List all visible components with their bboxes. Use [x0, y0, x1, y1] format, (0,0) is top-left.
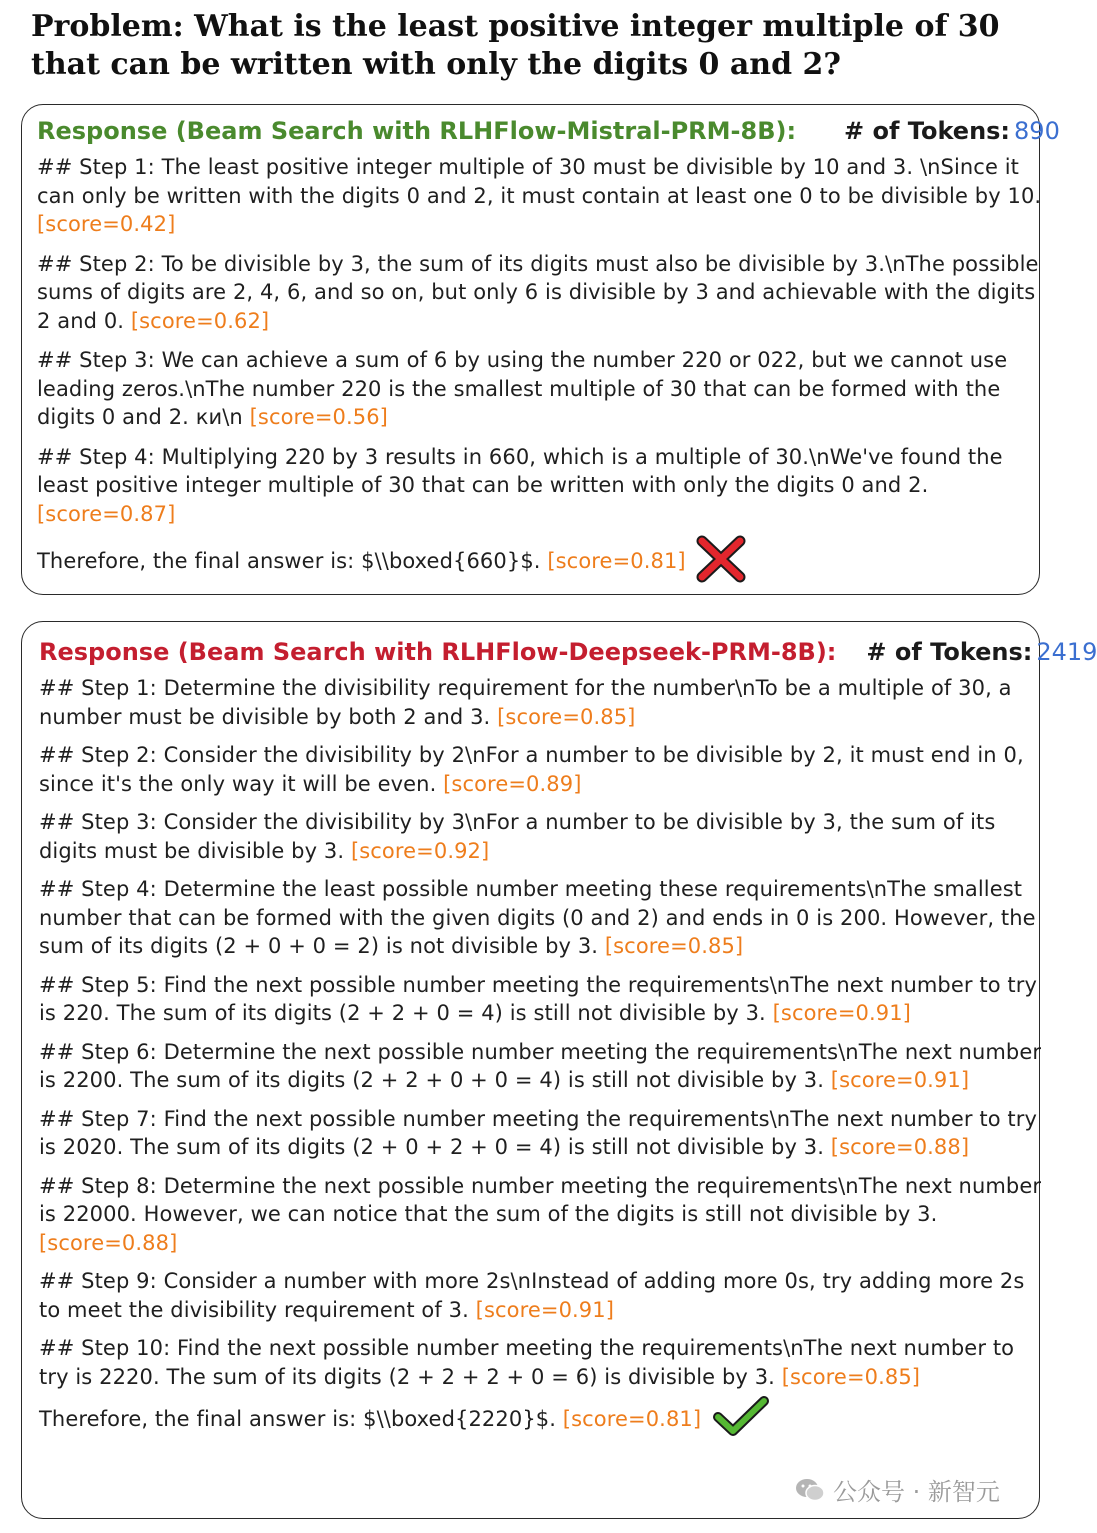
step-3: ## Step 3: We can achieve a sum of 6 by using the number 220 or 022, but we cannot use leading zeros.\nThe number 220 is the smallest multiple of 30 that can be formed with the digits 0 and 2. ки\n [score=0.56]	[37, 348, 1008, 429]
response-panel-mistral	[21, 104, 1060, 595]
response-label: Response (Beam Search with RLHFlow-Mistral-PRM-8B):	[37, 117, 797, 145]
step-7: ## Step 7: Find the next possible number meeting the requirements\nThe next number to try is 2020. The sum of its digits (2 + 0 + 2 + 0 = 4) is still not divisible by 3. [score=0.88]	[39, 1106, 1038, 1159]
step-2: ## Step 2: To be divisible by 3, the sum of its digits must also be divisible by 3.\nThe possible sums of digits are 2, 4, 6, and so on, but only 6 is divisible by 3 and achievable with the digits 2 and 0. [score=0.62]	[37, 251, 1039, 333]
step-score: [score=0.42]	[37, 212, 176, 236]
step-4: ## Step 4: Multiplying 220 by 3 results in 660, which is a multiple of 30.\nWe've found the least positive integer multiple of 30 that can be written with only the digits 0 and 2. [score=0.87]	[37, 444, 1003, 526]
tokens-label: # of Tokens: 890	[844, 117, 1060, 145]
step-score: [score=0.91]	[830, 1068, 970, 1092]
response-label: Response (Beam Search with RLHFlow-Deepseek-PRM-8B):	[39, 638, 837, 666]
step-score: [score=0.85]	[497, 704, 636, 729]
step-score: [score=0.88]	[39, 1230, 178, 1255]
wrong-x-icon	[696, 535, 746, 583]
wechat-icon	[795, 1477, 825, 1503]
response-header	[39, 634, 1097, 670]
step-score: [score=0.91]	[475, 1297, 615, 1322]
step-1: ## Step 1: Determine the divisibility requirement for the number\nTo be a multiple of 30, a number must be divisible by both 2 and 3. [score=0.85]	[39, 676, 1012, 729]
step-9: ## Step 9: Consider a number with more 2s\nInstead of adding more 0s, try adding more 2s to meet the divisibility requirement of 3. [score=0.91]	[39, 1269, 1025, 1322]
step-score: [score=0.85]	[781, 1364, 921, 1389]
tokens-value: 890	[1014, 117, 1060, 145]
step-score: [score=0.89]	[443, 771, 582, 796]
step-2: ## Step 2: Consider the divisibility by 2\nFor a number to be divisible by 2, it must end in 0, since it's the only way it will be even. [score=0.89]	[39, 743, 1024, 796]
step-score: [score=0.88]	[830, 1135, 970, 1159]
watermark	[795, 1472, 1000, 1507]
final-score: [score=0.81]	[562, 1406, 702, 1431]
response-header	[37, 113, 1060, 149]
step-8: ## Step 8: Determine the next possible number meeting the requirements\nThe next number is 22000. However, we can notice that the sum of the digits is still not divisible by 3. [score=0.88]	[39, 1173, 1042, 1255]
correct-check-icon	[713, 1395, 769, 1437]
step-5: ## Step 5: Find the next possible number meeting the requirements\nThe next number to try is 220. The sum of its digits (2 + 2 + 0 = 4) is still not divisible by 3. [score=0.91]	[39, 972, 1038, 1025]
step-4: ## Step 4: Determine the least possible number meeting these requirements\nThe smallest number that can be formed with the given digits (0 and 2) and ends in 0 is 200. However, the sum of its digits (2 + 0 + 0 = 2) is not divisible by 3. [score=0.85]	[39, 877, 1036, 958]
step-score: [score=0.56]	[249, 405, 388, 429]
watermark-text: 公众号 · 新智元	[833, 1478, 1000, 1506]
tokens-label: # of Tokens: 2419	[866, 638, 1097, 666]
step-score: [score=0.87]	[37, 501, 176, 526]
step-3: ## Step 3: Consider the divisibility by 3\nFor a number to be divisible by 3, the sum of its digits must be divisible by 3. [score=0.92]	[39, 810, 996, 863]
step-1: ## Step 1: The least positive integer multiple of 30 must be divisible by 10 and 3. \nSince it can only be written with the digits 0 and 2, it must contain at least one 0 to be divisible by 10. [score=0.42]	[37, 155, 1042, 236]
response-panel-deepseek	[21, 621, 1097, 1519]
final-score: [score=0.81]	[547, 548, 686, 573]
final-answer: Therefore, the final answer is: $\\boxed{2220}$. [score=0.81]	[39, 1401, 1043, 1437]
step-6: ## Step 6: Determine the next possible number meeting the requirements\nThe next number is 2200. The sum of its digits (2 + 2 + 0 + 0 = 4) is still not divisible by 3. [score=0.91]	[39, 1039, 1042, 1092]
step-score: [score=0.92]	[350, 838, 490, 863]
step-score: [score=0.85]	[604, 934, 744, 958]
step-score: [score=0.91]	[772, 1001, 911, 1025]
problem-statement: Problem: What is the least positive integer multiple of 30 that can be written with only the digits 0 and 2?	[31, 9, 1000, 82]
final-answer: Therefore, the final answer is: $\\boxed{660}$. [score=0.81]	[37, 539, 1042, 583]
tokens-value: 2419	[1036, 638, 1097, 666]
step-10: ## Step 10: Find the next possible number meeting the requirements\nThe next number to try is 2220. The sum of its digits (2 + 2 + 2 + 0 = 6) is divisible by 3. [score=0.85]	[39, 1336, 1015, 1389]
step-score: [score=0.62]	[130, 308, 270, 333]
